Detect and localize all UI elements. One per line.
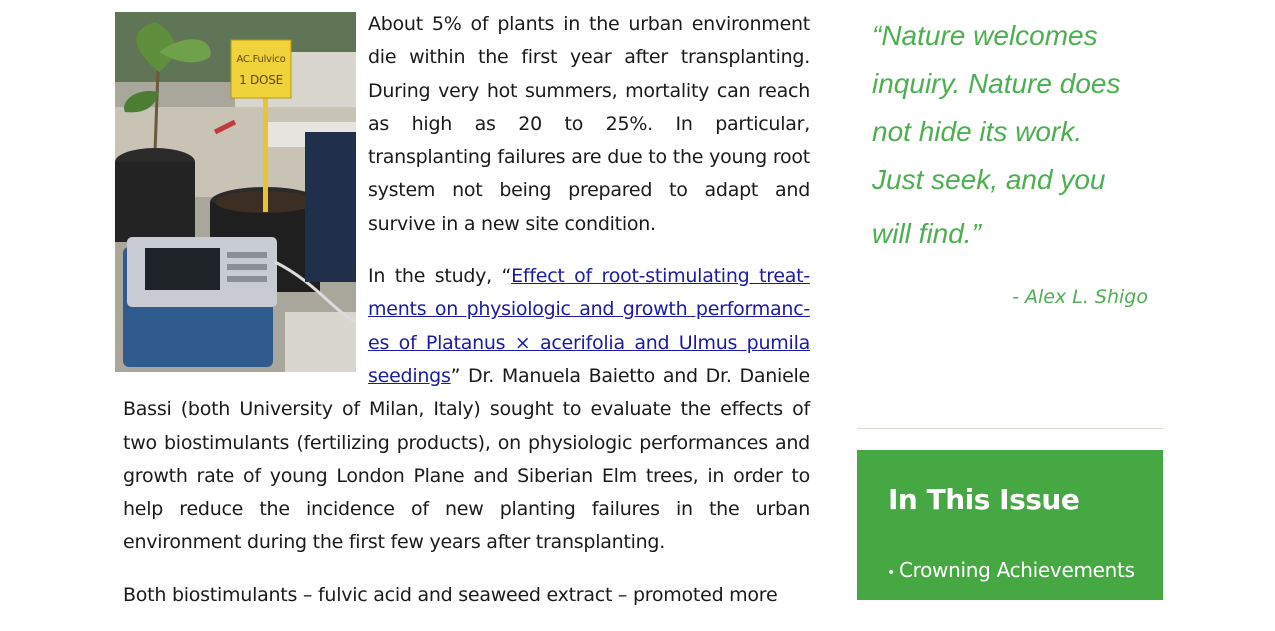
sidebar-divider xyxy=(857,428,1163,429)
in-this-issue-list xyxy=(887,558,1135,582)
quote-line-1: “Nature welcomes xyxy=(872,20,1098,51)
paragraph-intro-text: About 5% of plants in the urban environment die within the first year after transplanting. During very hot summers, mortality can reach as high as 20 to 25%. In particular, transplanting failures are due to the young root system not being prepared to adapt and survive in a new site condition. xyxy=(368,13,810,235)
quote-line-2: inquiry. Nature does xyxy=(872,68,1121,99)
quote-line-4: Just seek, and you xyxy=(872,164,1106,195)
in-this-issue-box xyxy=(857,450,1163,600)
study-link[interactable]: Effect of root-stimulating treat-ments on physiologic and growth performanc-es of Platanus × acerifolia and Ulmus pumila seedings xyxy=(368,265,810,387)
issue-item-label: Crowning Achievements xyxy=(898,558,1135,582)
issue-item-crowning-achievements[interactable] xyxy=(887,558,1135,582)
photo-sign-text-2: 1 DOSE xyxy=(239,73,283,87)
photo-sign-text-1: AC.Fulvico xyxy=(236,54,286,65)
plant-study-photo xyxy=(115,12,356,372)
article-body xyxy=(123,8,810,631)
quote-line-3: not hide its work. xyxy=(872,116,1083,147)
bullet-icon: • xyxy=(887,565,895,581)
study-intro-text: In the study, “ xyxy=(368,265,512,288)
paragraph-results: Both biostimulants – fulvic acid and seaweed extract – promoted more xyxy=(123,583,778,606)
quote-line-5: will find.” xyxy=(872,218,981,249)
paragraph-intro xyxy=(123,8,810,241)
quote-attribution: - Alex L. Shigo xyxy=(1012,286,1148,308)
pull-quote xyxy=(872,12,1172,258)
in-this-issue-title: In This Issue xyxy=(888,483,1080,516)
study-body-text: ” Dr. Manuela Baietto and Dr. Daniele Bassi (both University of Milan, Italy) sought to evaluate the effects of two biostimulants (fertilizing products), on physiologic performances and growth rate of young London Plane and Siberian Elm trees, in order to help reduce the incidence of new planting failures in the urban environment during the first few years after transplanting. xyxy=(123,364,810,554)
